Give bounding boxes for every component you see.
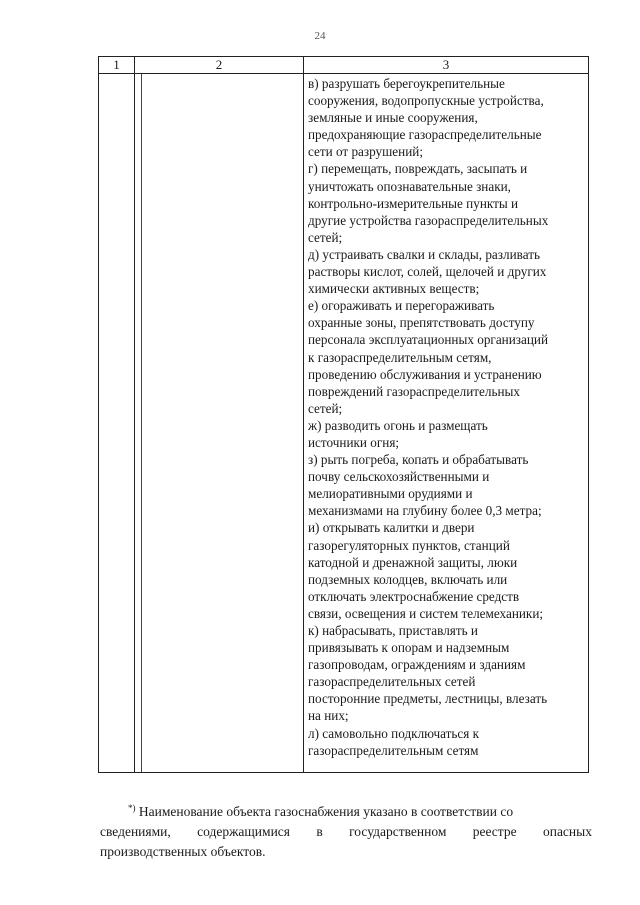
table-text-line: д) устраивать свалки и склады, разливать (308, 246, 540, 262)
table-text-line: сооружения, водопропускные устройства, (308, 93, 544, 109)
table-text-line: механизмами на глубину более 0,3 метра; (308, 503, 542, 519)
footnote (100, 798, 592, 862)
header-col-2: 2 (215, 57, 223, 72)
table-text-line: предохраняющие газораспределительные (308, 127, 542, 143)
table-text-line: уничтожать опознавательные знаки, (308, 178, 511, 194)
column-inner-divider (141, 74, 142, 772)
table-text-line: к) набрасывать, приставлять и (308, 623, 478, 638)
table-text-line: земляные и иные сооружения, (308, 110, 478, 126)
table-text-line: в) разрушать берегоукрепительные (308, 76, 505, 91)
table-text-line: газораспределительных сетей (308, 674, 476, 690)
table-text-line: сетей; (308, 400, 343, 416)
table-text-line: привязывать к опорам и надземным (308, 640, 510, 656)
footnote-text-1: Наименование объекта газоснабжения указано в соответствии со (138, 804, 514, 819)
table-text-line: к газораспределительным сетям, (308, 349, 492, 365)
table-text-line: е) огораживать и перегораживать (308, 298, 495, 314)
footnote-word: содержащимися (197, 824, 290, 839)
footnote-word: сведениями, (100, 824, 171, 839)
table-text-line: газопроводам, ограждениям и зданиям (308, 657, 526, 673)
table-text-line: другие устройства газораспределительных (308, 212, 549, 228)
footnote-line-3: производственных объектов. (100, 844, 266, 859)
table-text-line: растворы кислот, солей, щелочей и других (308, 264, 547, 280)
table-text-line: химически активных веществ; (308, 281, 480, 297)
table-text-line: з) рыть погреба, копать и обрабатывать (308, 452, 529, 468)
column-divider-1 (134, 57, 135, 772)
table-text-line: газорегуляторных пунктов, станций (308, 537, 510, 553)
header-col-3: 3 (442, 57, 450, 72)
table-text-line: газораспределительным сетям (308, 742, 479, 758)
table-text-line: катодной и дренажной защиты, люки (308, 554, 518, 570)
table-text-line: ж) разводить огонь и размещать (308, 417, 488, 433)
table-text-line: почву сельскохозяйственными и (308, 469, 490, 485)
table-text-line: охранные зоны, препятствовать доступу (308, 315, 535, 331)
table-text-line: подземных колодцев, включать или (308, 571, 508, 587)
table-text-line: л) самовольно подключаться к (308, 725, 480, 741)
table-text-line: повреждений газораспределительных (308, 383, 521, 399)
table-text-line: источники огня; (308, 434, 400, 450)
table-text-line: сети от разрушений; (308, 144, 423, 160)
footnote-word: государственном (349, 824, 447, 839)
table-text-line: на них; (308, 708, 349, 724)
table-text-line: г) перемещать, повреждать, засыпать и (308, 161, 528, 177)
footnote-line-2 (100, 822, 592, 842)
table-text-line: мелиоративными орудиями и (308, 486, 473, 502)
column-divider-2 (303, 57, 304, 772)
footnote-word: реестре (472, 824, 517, 839)
table-header-row (99, 57, 588, 74)
page-number: 24 (314, 30, 326, 42)
footnote-word: в (316, 824, 323, 839)
table-text-line: персонала эксплуатационных организаций (308, 332, 549, 348)
prohibitions-text-cell (308, 75, 588, 759)
table-text-line: сетей; (308, 229, 343, 245)
requirements-table (98, 56, 589, 773)
header-col-1: 1 (113, 57, 120, 72)
table-text-line: и) открывать калитки и двери (308, 520, 475, 536)
table-text-line: связи, освещения и систем телемеханики; (308, 605, 544, 621)
table-text-line: посторонние предметы, лестницы, влезать (308, 691, 548, 707)
footnote-word: опасных (542, 824, 592, 839)
table-text-line: отключать электроснабжение средств (308, 588, 520, 604)
footnote-marker: *) (128, 803, 136, 813)
table-text-line: проведению обслуживания и устранению (308, 366, 542, 382)
table-text-line: контрольно-измерительные пункты и (308, 195, 519, 211)
footnote-line-1 (100, 798, 592, 822)
